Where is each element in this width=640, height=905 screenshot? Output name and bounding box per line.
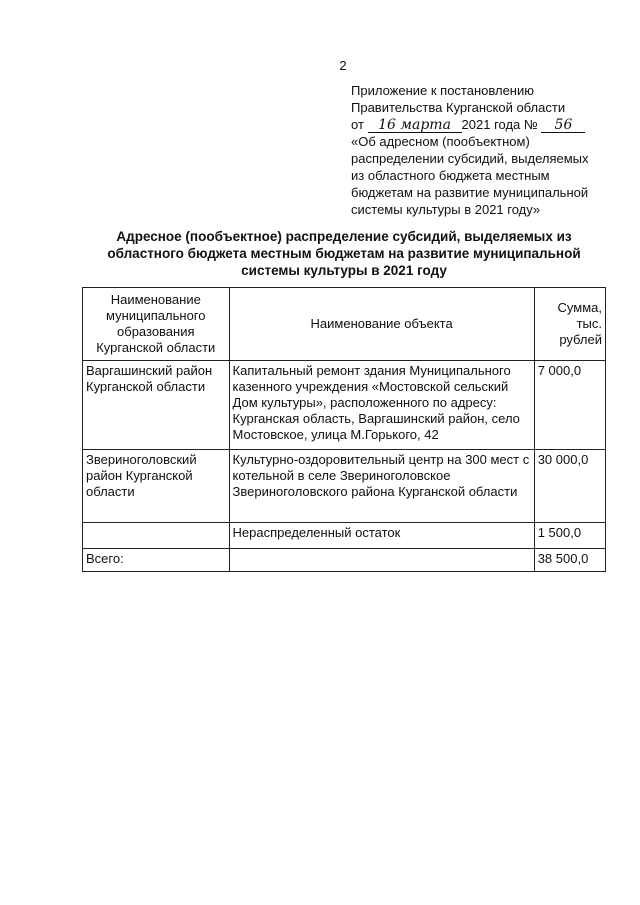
appendix-line-8: системы культуры в 2021 году» <box>351 202 541 217</box>
appendix-line-4: «Об адресном (пообъектном) <box>351 134 530 149</box>
title-line-1: Адресное (пообъектное) распределение субсидий, выделяемых из <box>116 229 572 244</box>
appendix-date-line <box>351 116 621 133</box>
document-title <box>82 228 606 279</box>
handwritten-number: 56 <box>541 118 585 133</box>
appendix-header <box>351 82 621 218</box>
appendix-line-7: бюджетам на развитие муниципальной <box>351 185 589 200</box>
cell-amount: 1 500,0 <box>534 523 605 549</box>
appendix-line-5: распределении субсидий, выделяемых <box>351 151 589 166</box>
table-row <box>83 450 606 523</box>
cell-municipality: Звериноголовский район Курганской области <box>83 450 230 523</box>
total-label: Всего: <box>83 549 230 572</box>
table-row <box>83 361 606 450</box>
header-municipality: Наименование муниципального образования Курганской области <box>83 288 230 361</box>
cell-object: Культурно-оздоровительный центр на 300 мест с котельной в селе Звериноголовское Звериноголовского района Курганской области <box>229 450 534 523</box>
table-row <box>83 523 606 549</box>
total-amount: 38 500,0 <box>534 549 605 572</box>
date-middle: 2021 года № <box>461 117 538 132</box>
appendix-line-1: Приложение к постановлению <box>351 83 534 98</box>
title-line-3: системы культуры в 2021 году <box>241 263 447 278</box>
table-total-row <box>83 549 606 572</box>
cell-municipality: Варгашинский район Курганской области <box>83 361 230 450</box>
allocation-table <box>82 287 606 572</box>
header-object: Наименование объекта <box>229 288 534 361</box>
cell-object: Нераспределенный остаток <box>229 523 534 549</box>
cell-amount: 7 000,0 <box>534 361 605 450</box>
handwritten-date: 16 марта <box>368 118 462 133</box>
appendix-line-6: из областного бюджета местным <box>351 168 550 183</box>
title-line-2: областного бюджета местным бюджетам на развитие муниципальной <box>107 246 581 261</box>
cell-object: Капитальный ремонт здания Муниципального казенного учреждения «Мостовской сельский Дом культуры», расположенного по адресу: Курганская область, Варгашинский район, село Мостовское, улица М.Горького, 42 <box>229 361 534 450</box>
total-object <box>229 549 534 572</box>
cell-municipality <box>83 523 230 549</box>
date-prefix: от <box>351 117 364 132</box>
header-amount: Сумма, тыс. рублей <box>534 288 605 361</box>
cell-amount: 30 000,0 <box>534 450 605 523</box>
page-number: 2 <box>339 58 347 73</box>
table-header-row <box>83 288 606 361</box>
appendix-line-2: Правительства Курганской области <box>351 100 566 115</box>
